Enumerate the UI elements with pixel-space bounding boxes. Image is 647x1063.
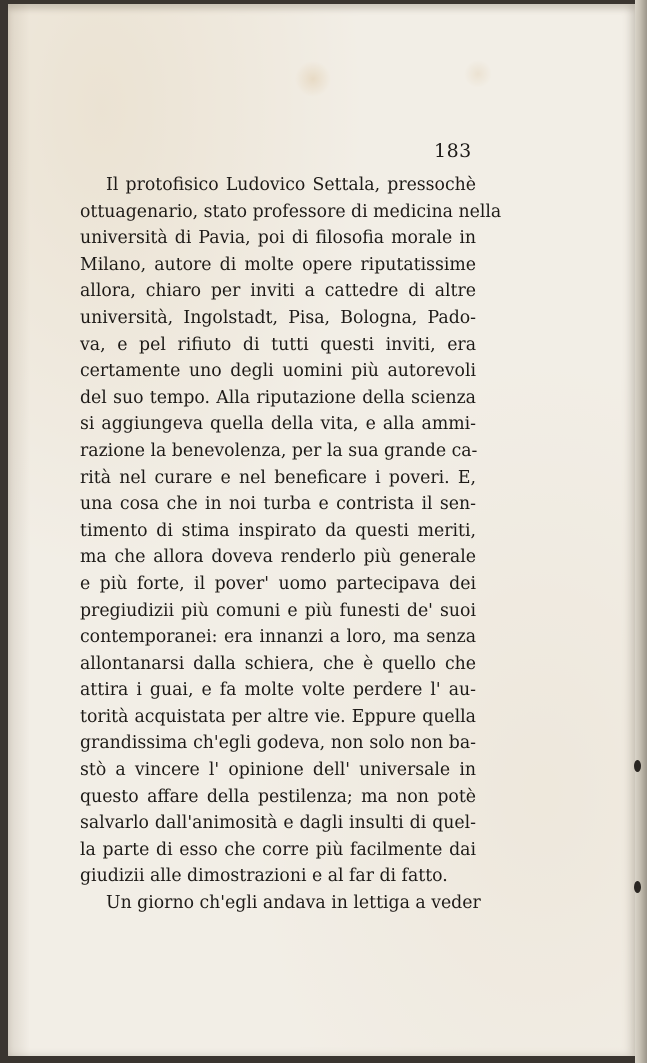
text-line: pregiudizii più comuni e più funesti de' suoi [80, 600, 476, 621]
page-number: 183 [434, 140, 472, 162]
page-edge [635, 0, 647, 1063]
text-line: del suo tempo. Alla riputazione della scienza [80, 387, 476, 408]
text-line: ma che allora doveva renderlo più generale [80, 547, 476, 568]
text-line: Un giorno ch'egli andava in lettiga a veder [106, 893, 481, 914]
text-line: università di Pavia, poi di filosofia morale in [80, 228, 476, 249]
text-line: e più forte, il pover' uomo partecipava dei [80, 573, 476, 594]
text-line: una cosa che in noi turba e contrista il sen- [80, 494, 476, 515]
text-line: allontanarsi dalla schiera, che è quello che [80, 653, 476, 674]
text-line: la parte di esso che corre più facilmente dai [80, 839, 476, 860]
text-line: attira i guai, e fa molte volte perdere l' au- [80, 680, 476, 701]
text-line: timento di stima inspirato da questi meriti, [80, 520, 476, 541]
text-line: ottuagenario, stato professore di medicina nella [80, 201, 502, 222]
text-line: stò a vincere l' opinione dell' universale in [80, 760, 476, 781]
body-text [80, 172, 502, 917]
text-line: Milano, autore di molte opere riputatissime [80, 254, 476, 275]
text-line: allora, chiaro per inviti a cattedre di altre [80, 281, 476, 302]
text-line: università, Ingolstadt, Pisa, Bologna, Pado- [80, 307, 476, 328]
book-page [8, 4, 636, 1056]
text-line: Il protofisico Ludovico Settala, pressochè [106, 175, 476, 195]
binding-hole [634, 760, 641, 772]
text-line: salvarlo dall'animosità e dagli insulti di quel- [80, 813, 476, 834]
binding-hole [634, 881, 641, 893]
text-line: torità acquistata per altre vie. Eppure quella [80, 706, 476, 727]
text-line: rità nel curare e nel beneficare i poveri. E, [80, 467, 476, 488]
text-line: certamente uno degli uomini più autorevoli [80, 361, 476, 382]
text-line: questo affare della pestilenza; ma non potè [80, 786, 476, 807]
text-line: razione la benevolenza, per la sua grande ca- [80, 440, 478, 461]
text-line: contemporanei: era innanzi a loro, ma senza [80, 627, 476, 648]
text-line: va, e pel rifiuto di tutti questi inviti, era [80, 334, 476, 355]
text-line: si aggiungeva quella della vita, e alla ammi- [80, 414, 476, 435]
text-line: giudizii alle dimostrazioni e al far di fatto. [80, 866, 448, 887]
text-line: grandissima ch'egli godeva, non solo non ba- [80, 733, 476, 754]
